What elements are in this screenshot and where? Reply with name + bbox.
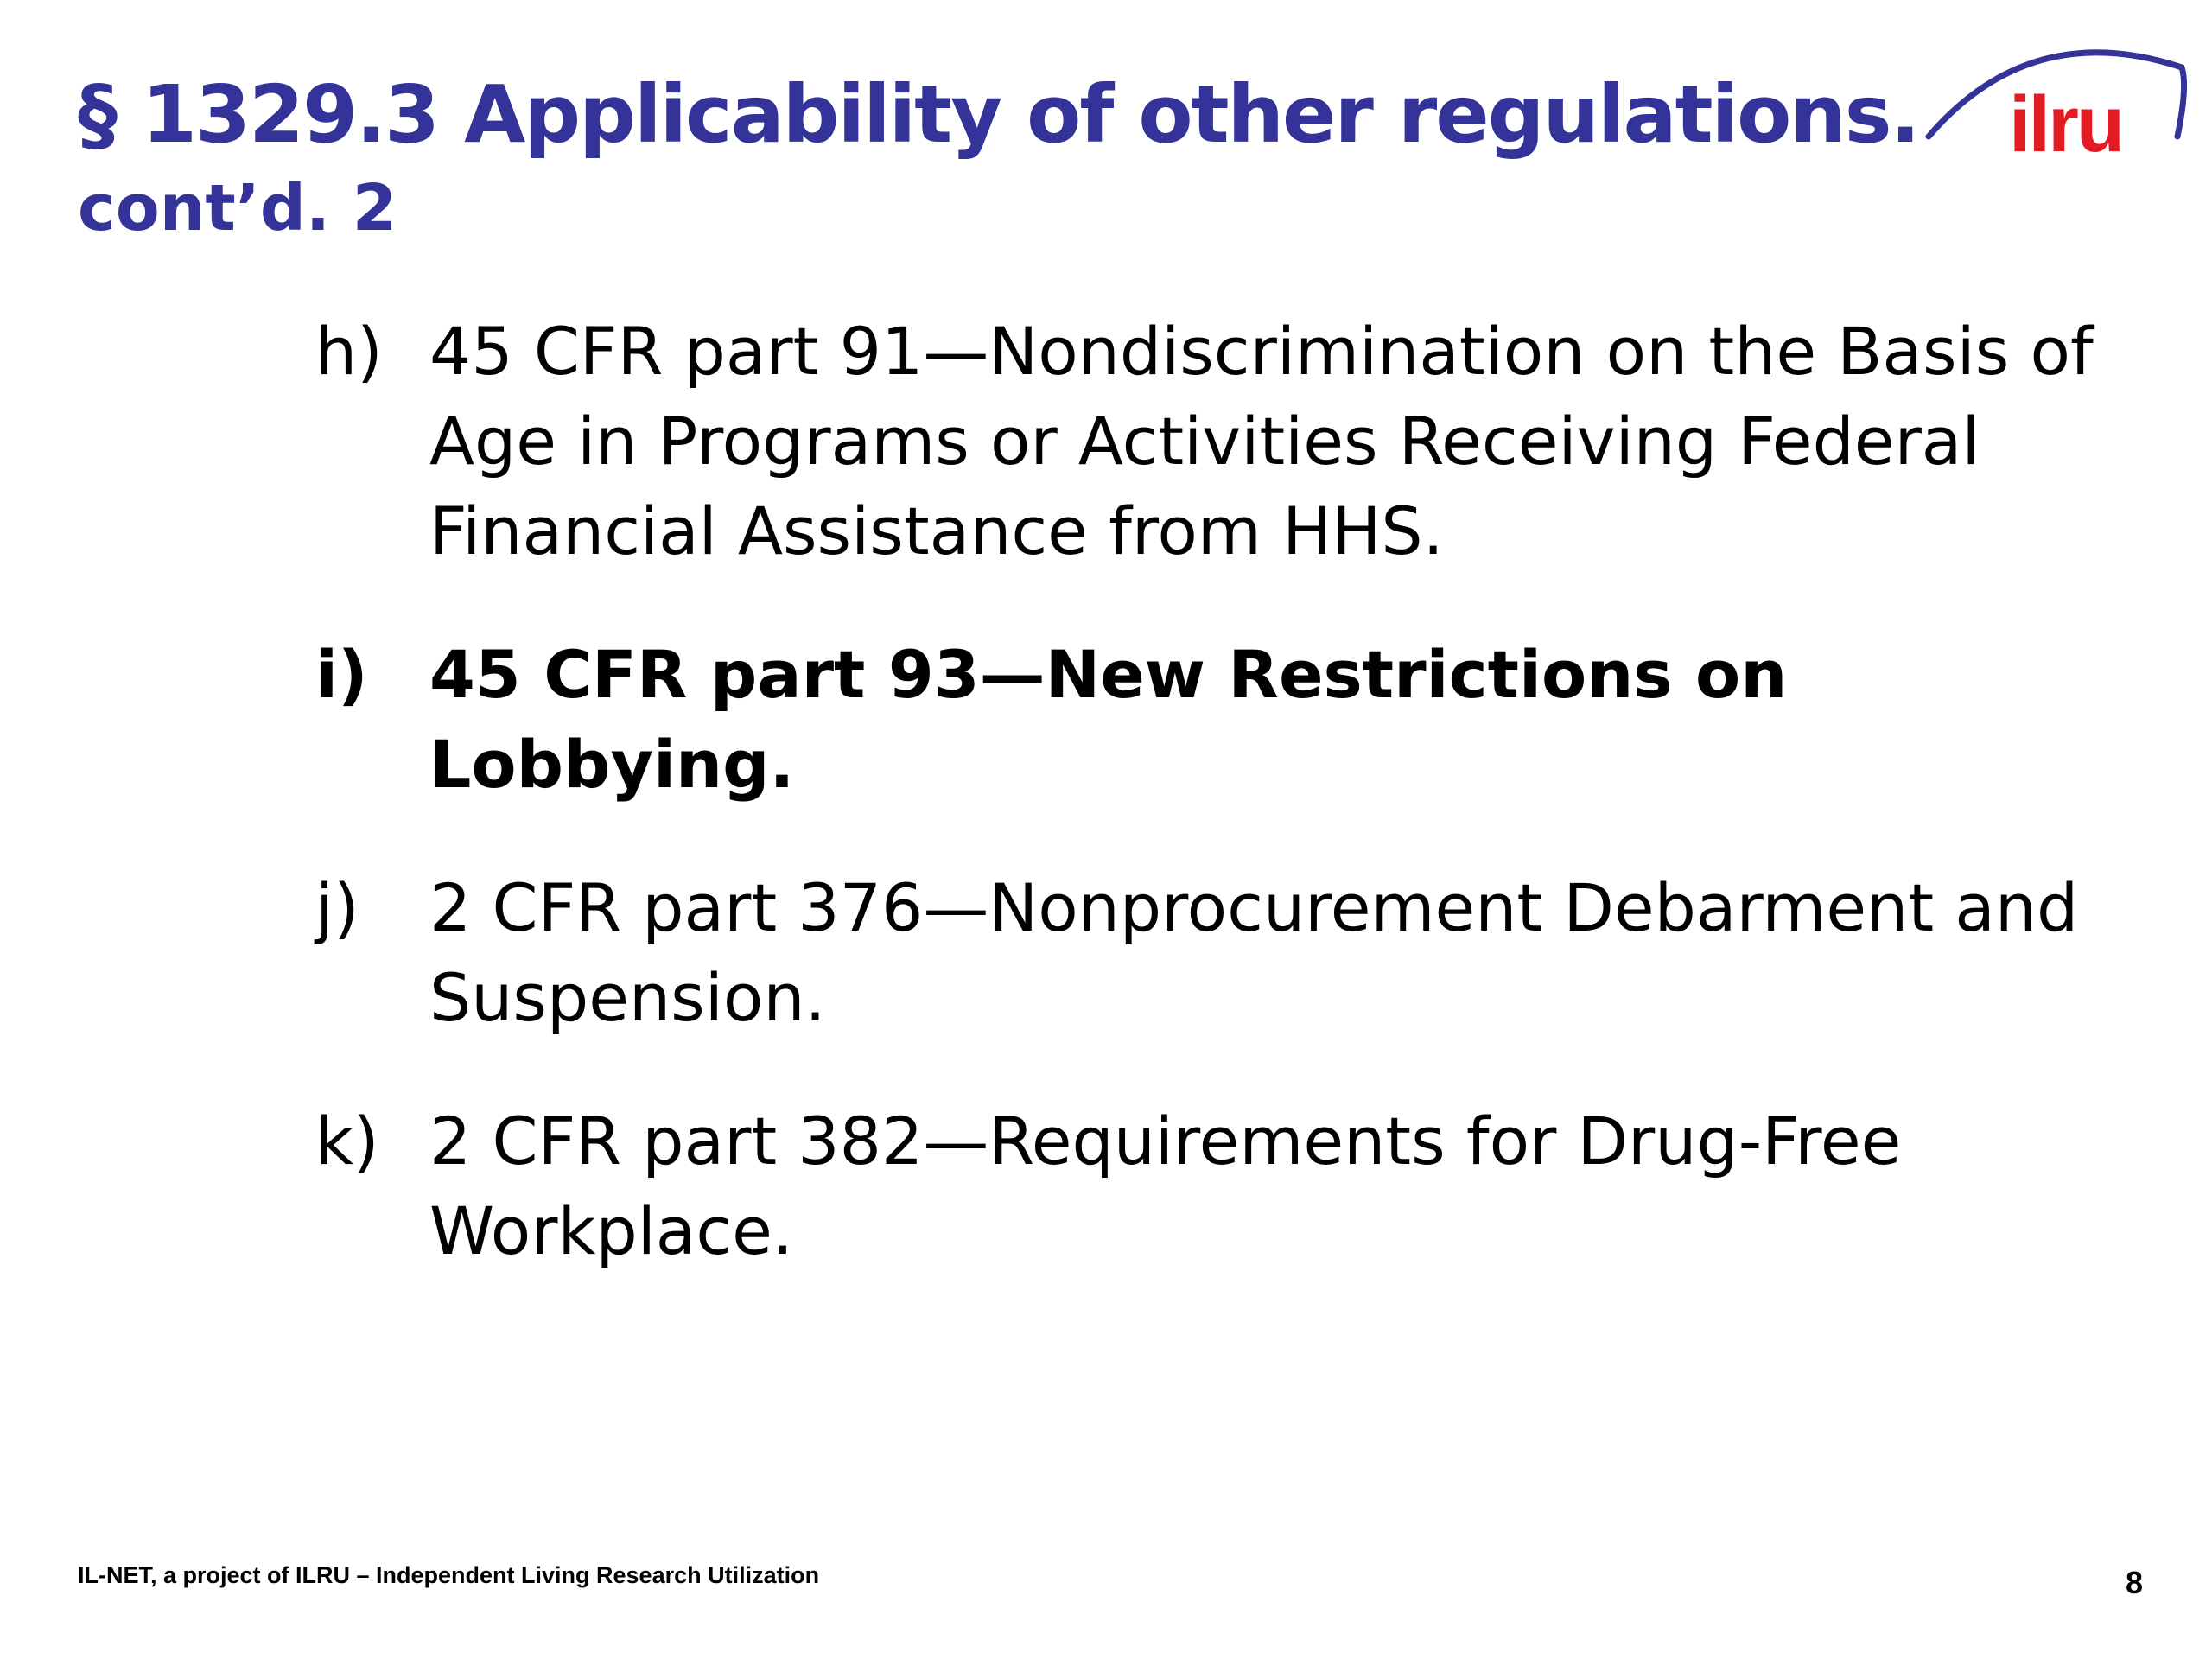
- list-marker: i): [315, 636, 368, 713]
- logo-text: ilru: [2009, 80, 2123, 168]
- list-marker: j): [315, 869, 359, 946]
- list-item-h: [315, 307, 2130, 576]
- ilru-logo: [1918, 35, 2195, 181]
- list-item-text: 45 CFR part 93—New Restrictions on Lobbying.: [429, 636, 1788, 803]
- footer-text: IL-NET, a project of ILRU – Independent Living Research Utilization: [78, 1562, 820, 1588]
- list-item-text: 45 CFR part 91—Nondiscrimination on the Basis of Age in Programs or Activities Receiving Federal Financial Assistance from HHS.: [429, 313, 2094, 569]
- list-item-text: 2 CFR part 376—Nonprocurement Debarment and Suspension.: [429, 869, 2079, 1036]
- regulation-list: [315, 307, 2130, 1330]
- slide-subtitle: cont’d. 2: [78, 171, 397, 245]
- list-item-i: [315, 630, 2130, 810]
- list-item-text: 2 CFR part 382—Requirements for Drug-Free Workplace.: [429, 1103, 1902, 1269]
- slide-title: § 1329.3 Applicability of other regulations.: [78, 68, 1919, 161]
- list-marker: k): [315, 1103, 379, 1179]
- list-marker: h): [315, 313, 383, 390]
- list-item-j: [315, 863, 2130, 1043]
- list-item-k: [315, 1096, 2130, 1276]
- page-number: 8: [2125, 1565, 2143, 1600]
